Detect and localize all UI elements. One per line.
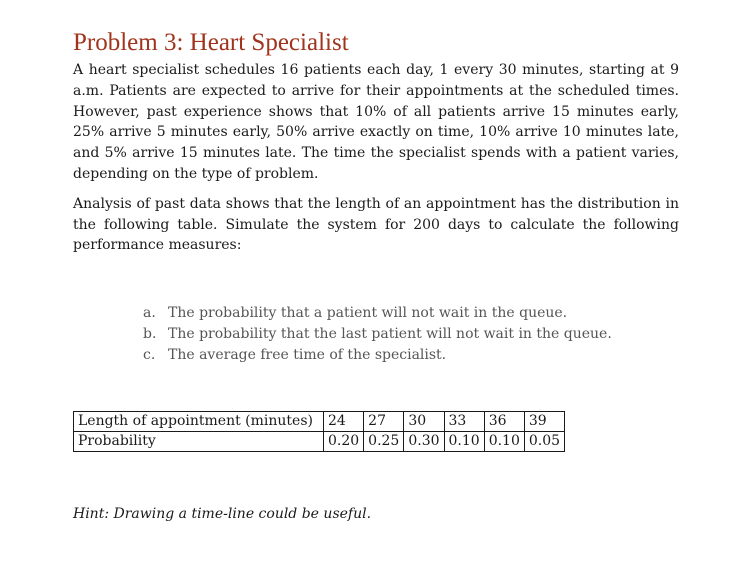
- intro-paragraph: A heart specialist schedules 16 patients each day, 1 every 30 minutes, starting at 9 a.m. Patients are expected to arrive for their appointments at the scheduled times. However, past experience shows that 10% of all patients arrive 15 minutes early, 25% arrive 5 minutes early, 50% arrive exactly on time, 10% arrive 10 minutes late, and 5% arrive 15 minutes late. The time the specialist spends with a patient varies, depending on the type of problem.: [73, 62, 679, 182]
- table-cell: 33: [444, 412, 484, 432]
- table-cell: 27: [364, 412, 404, 432]
- table-cell: 36: [484, 412, 524, 432]
- list-marker: c.: [143, 347, 156, 364]
- table-cell: 24: [324, 412, 364, 432]
- list-item: [143, 303, 679, 324]
- table-cell: 0.25: [364, 432, 404, 452]
- row-label-length: Length of appointment (minutes): [74, 412, 324, 432]
- list-item-text: The probability that the last patient will not wait in the queue.: [168, 326, 612, 343]
- table-cell: 30: [404, 412, 444, 432]
- table-row: [74, 432, 565, 452]
- document-page: [73, 28, 679, 524]
- problem-title: Problem 3: Heart Specialist: [73, 29, 349, 56]
- list-marker: b.: [143, 326, 157, 343]
- list-item-text: The average free time of the specialist.: [168, 347, 447, 364]
- list-item: [143, 324, 679, 345]
- table-row: [74, 412, 565, 432]
- list-marker: a.: [143, 305, 156, 322]
- appointment-distribution-table: [73, 411, 565, 452]
- analysis-paragraph: Analysis of past data shows that the length of an appointment has the distribution in the following table. Simulate the system for 200 days to calculate the following performance measures:: [73, 195, 679, 254]
- table-cell: 0.10: [484, 432, 524, 452]
- performance-measures-list: [73, 303, 679, 366]
- table-cell: 0.30: [404, 432, 444, 452]
- table-cell: 0.10: [444, 432, 484, 452]
- hint-text: Hint: Drawing a time-line could be useful.: [73, 506, 372, 523]
- row-label-probability: Probability: [74, 432, 324, 452]
- table-cell: 0.05: [524, 432, 564, 452]
- list-item-text: The probability that a patient will not wait in the queue.: [168, 305, 568, 322]
- table-cell: 0.20: [324, 432, 364, 452]
- list-item: [143, 345, 679, 366]
- table-cell: 39: [524, 412, 564, 432]
